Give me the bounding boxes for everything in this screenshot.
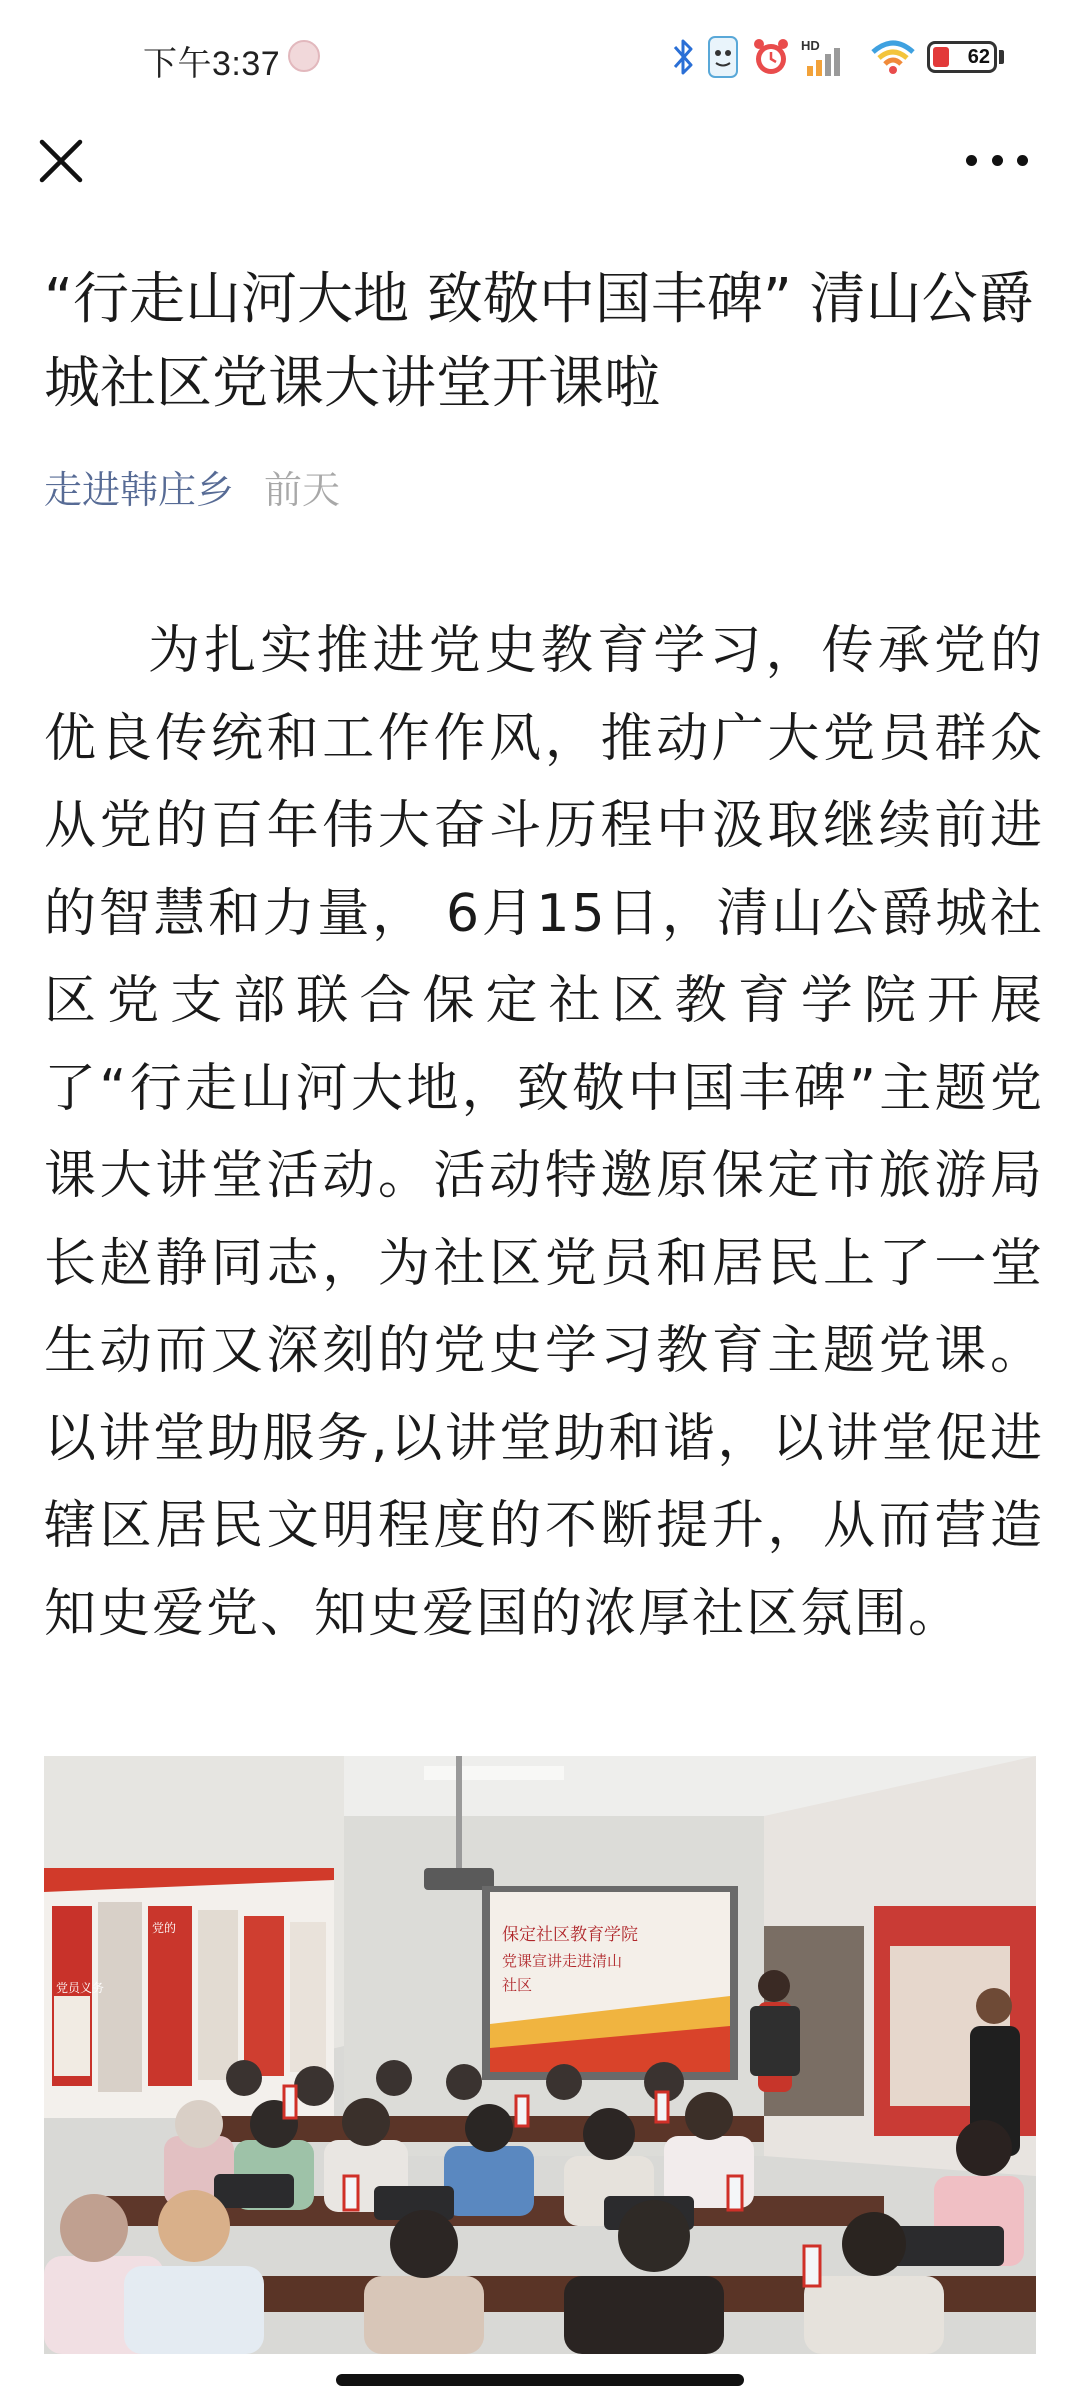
poster-label: 党员义务	[56, 1981, 105, 1995]
battery-level: 62	[967, 45, 990, 68]
alarm-icon	[751, 36, 791, 78]
article-meta	[44, 462, 340, 518]
article-title: “行走山河大地 致敬中国丰碑” 清山公爵城社区党课大讲堂开课啦	[44, 267, 1034, 416]
battery-indicator	[927, 41, 997, 73]
home-indicator[interactable]	[336, 2374, 744, 2386]
close-button[interactable]	[36, 136, 86, 186]
screen-text-line1: 保定社区教育学院	[502, 1925, 638, 1945]
publish-time: 前天	[264, 468, 341, 512]
more-icon-dot	[966, 155, 977, 166]
network-label: HD	[801, 38, 820, 53]
more-icon-dot	[1017, 155, 1028, 166]
notification-icon	[288, 40, 320, 72]
status-bar	[0, 0, 1080, 120]
article-body: 为扎实推进党史教育学习，传承党的优良传统和工作作风，推动广大党员群众从党的百年伟大奋斗历程中汲取继续前进的智慧和力量， 6月15日，清山公爵城社区党支部联合保定社区教育学院开展了“行走山河大地，致敬中国丰碑”主题党课大讲堂活动。活动特邀原保定市旅游局长赵静同志，为社区党员和居民上了一堂生动而又深刻的党史学习教育主题党课。以讲堂助服务,以讲堂助和谐，以讲堂促进辖区居民文明程度的不断提升，从而营造知史爱党、知史爱国的浓厚社区氛围。	[44, 621, 1044, 1644]
signal-icon	[801, 36, 845, 78]
classroom-photo	[44, 1756, 1036, 2354]
account-name-link[interactable]: 走进韩庄乡	[44, 468, 235, 512]
status-icons	[671, 34, 1004, 80]
battery-fill	[933, 47, 949, 67]
battery-cap	[999, 50, 1004, 64]
bluetooth-icon	[671, 37, 695, 77]
close-icon	[36, 136, 86, 186]
app-notification-icon	[705, 35, 741, 79]
screen-text-line2: 党课宣讲走进清山	[502, 1952, 623, 1970]
wifi-icon	[869, 36, 917, 78]
more-button[interactable]	[966, 140, 1028, 180]
poster-label: 党的	[152, 1921, 177, 1935]
screen-text-line3: 社区	[502, 1976, 533, 1994]
more-icon-dot	[992, 155, 1003, 166]
article-photo[interactable]	[44, 1756, 1036, 2354]
status-time: 下午3:37	[143, 45, 281, 83]
